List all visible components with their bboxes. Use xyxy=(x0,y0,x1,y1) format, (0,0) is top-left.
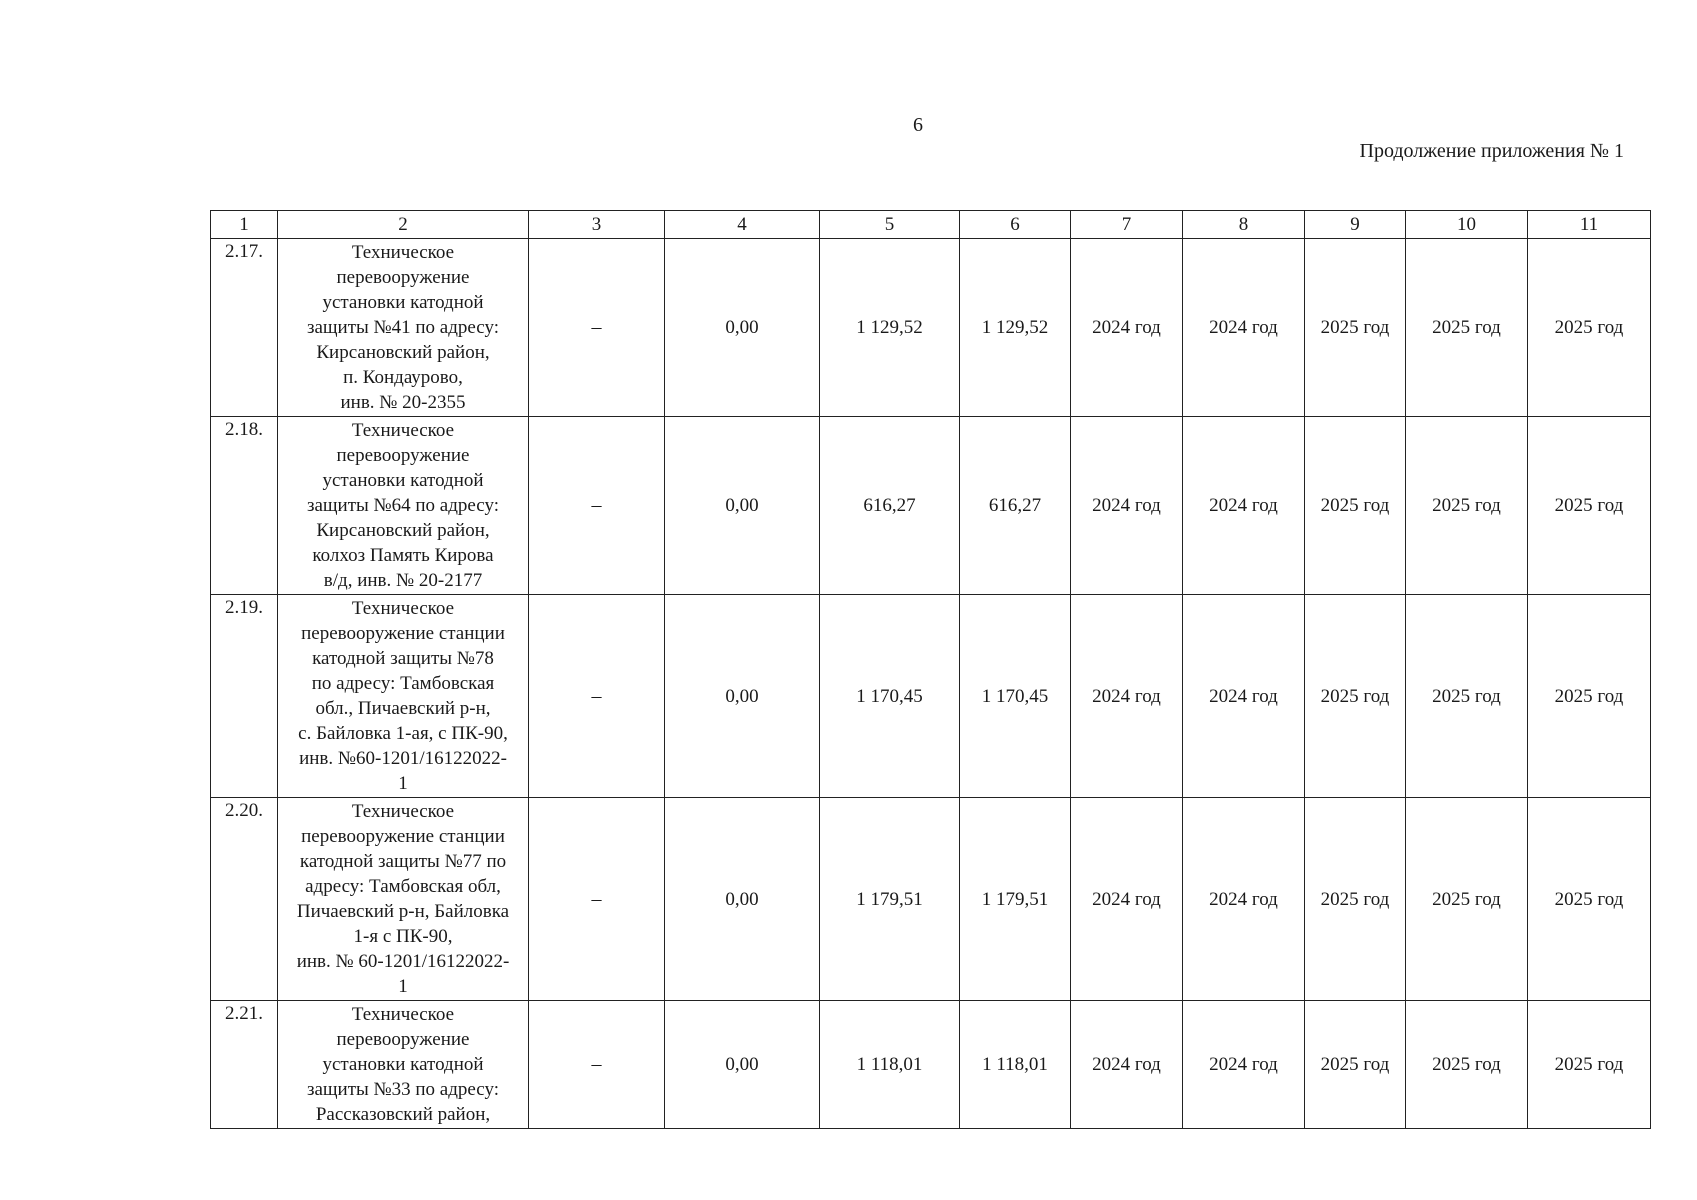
column-header: 8 xyxy=(1183,211,1305,239)
description-line: инв. №60-1201/16122022- xyxy=(299,748,507,769)
row-number: 2.21. xyxy=(211,1001,278,1129)
col10-value: 2025 год xyxy=(1406,1001,1528,1129)
description-line: Техническое xyxy=(351,598,455,619)
col3-value: – xyxy=(529,798,665,1001)
col11-value: 2025 год xyxy=(1528,417,1651,595)
description-line: защиты №33 по адресу: xyxy=(306,1079,500,1100)
description-line: с. Байловка 1-ая, с ПК-90, xyxy=(298,723,508,744)
description-line: по адресу: Тамбовская xyxy=(311,673,495,694)
col8-value: 2024 год xyxy=(1183,1001,1305,1129)
description-line: перевооружение xyxy=(336,1029,470,1050)
column-header: 3 xyxy=(529,211,665,239)
column-header: 2 xyxy=(278,211,529,239)
description-line: Техническое xyxy=(351,1004,455,1025)
description-line: 1-я с ПК-90, xyxy=(353,926,453,947)
col5-value: 616,27 xyxy=(820,417,960,595)
col7-value: 2024 год xyxy=(1071,417,1183,595)
col8-value: 2024 год xyxy=(1183,595,1305,798)
col10-value: 2025 год xyxy=(1406,417,1528,595)
col11-value: 2025 год xyxy=(1528,798,1651,1001)
column-header: 7 xyxy=(1071,211,1183,239)
row-number: 2.17. xyxy=(211,239,278,417)
col9-value: 2025 год xyxy=(1305,1001,1406,1129)
col10-value: 2025 год xyxy=(1406,239,1528,417)
col6-value: 1 118,01 xyxy=(960,1001,1071,1129)
description-line: п. Кондаурово, xyxy=(343,367,463,388)
description-line: катодной защиты №77 по xyxy=(299,851,507,872)
description-line: колхоз Память Кирова xyxy=(312,545,494,566)
col7-value: 2024 год xyxy=(1071,1001,1183,1129)
appendix-continuation-note: Продолжение приложения № 1 xyxy=(1359,140,1624,162)
col11-value: 2025 год xyxy=(1528,1001,1651,1129)
description-line: обл., Пичаевский р-н, xyxy=(315,698,491,719)
col8-value: 2024 год xyxy=(1183,417,1305,595)
column-header: 5 xyxy=(820,211,960,239)
col4-value: 0,00 xyxy=(665,798,820,1001)
description-line: Кирсановский район, xyxy=(316,520,490,541)
object-description xyxy=(278,595,529,798)
row-number: 2.19. xyxy=(211,595,278,798)
column-number-row xyxy=(211,211,1651,239)
description-line: адресу: Тамбовская обл, xyxy=(305,876,501,897)
col7-value: 2024 год xyxy=(1071,239,1183,417)
col3-value: – xyxy=(529,595,665,798)
col10-value: 2025 год xyxy=(1406,798,1528,1001)
object-description xyxy=(278,239,529,417)
col8-value: 2024 год xyxy=(1183,798,1305,1001)
col4-value: 0,00 xyxy=(665,595,820,798)
description-line: перевооружение станции xyxy=(301,826,505,847)
col6-value: 1 129,52 xyxy=(960,239,1071,417)
description-line: защиты №41 по адресу: xyxy=(306,317,500,338)
col9-value: 2025 год xyxy=(1305,417,1406,595)
table-row xyxy=(211,798,1651,1001)
column-header: 10 xyxy=(1406,211,1528,239)
table-row xyxy=(211,239,1651,417)
col6-value: 1 170,45 xyxy=(960,595,1071,798)
object-description xyxy=(278,798,529,1001)
description-line: установки катодной xyxy=(322,1054,484,1075)
table-row xyxy=(211,595,1651,798)
col5-value: 1 170,45 xyxy=(820,595,960,798)
description-line: в/д, инв. № 20-2177 xyxy=(323,570,483,591)
description-line: Кирсановский район, xyxy=(316,342,490,363)
col6-value: 616,27 xyxy=(960,417,1071,595)
col11-value: 2025 год xyxy=(1528,595,1651,798)
description-line: 1 xyxy=(398,976,408,997)
column-header: 4 xyxy=(665,211,820,239)
description-line: Техническое xyxy=(351,242,455,263)
col9-value: 2025 год xyxy=(1305,239,1406,417)
col4-value: 0,00 xyxy=(665,1001,820,1129)
row-number: 2.20. xyxy=(211,798,278,1001)
description-line: Техническое xyxy=(351,420,455,441)
object-description xyxy=(278,417,529,595)
description-line: установки катодной xyxy=(322,470,484,491)
description-line: Техническое xyxy=(351,801,455,822)
col9-value: 2025 год xyxy=(1305,595,1406,798)
appendix-table xyxy=(210,210,1651,1129)
col11-value: 2025 год xyxy=(1528,239,1651,417)
table-row xyxy=(211,1001,1651,1129)
col4-value: 0,00 xyxy=(665,239,820,417)
col7-value: 2024 год xyxy=(1071,595,1183,798)
col4-value: 0,00 xyxy=(665,417,820,595)
description-line: катодной защиты №78 xyxy=(312,648,494,669)
col3-value: – xyxy=(529,239,665,417)
column-header: 1 xyxy=(211,211,278,239)
table-row xyxy=(211,417,1651,595)
description-line: инв. № 20-2355 xyxy=(340,392,466,413)
column-header: 11 xyxy=(1528,211,1651,239)
description-line: Рассказовский район, xyxy=(315,1104,491,1125)
col10-value: 2025 год xyxy=(1406,595,1528,798)
col5-value: 1 179,51 xyxy=(820,798,960,1001)
col3-value: – xyxy=(529,417,665,595)
col6-value: 1 179,51 xyxy=(960,798,1071,1001)
page-number: 6 xyxy=(913,114,923,136)
description-line: перевооружение xyxy=(336,267,470,288)
row-number: 2.18. xyxy=(211,417,278,595)
column-header: 6 xyxy=(960,211,1071,239)
col9-value: 2025 год xyxy=(1305,798,1406,1001)
description-line: установки катодной xyxy=(322,292,484,313)
description-line: 1 xyxy=(398,773,408,794)
description-line: перевооружение xyxy=(336,445,470,466)
object-description xyxy=(278,1001,529,1129)
description-line: Пичаевский р-н, Байловка xyxy=(296,901,510,922)
col3-value: – xyxy=(529,1001,665,1129)
description-line: инв. № 60-1201/16122022- xyxy=(296,951,510,972)
col5-value: 1 129,52 xyxy=(820,239,960,417)
col5-value: 1 118,01 xyxy=(820,1001,960,1129)
description-line: перевооружение станции xyxy=(301,623,505,644)
description-line: защиты №64 по адресу: xyxy=(306,495,500,516)
column-header: 9 xyxy=(1305,211,1406,239)
col7-value: 2024 год xyxy=(1071,798,1183,1001)
col8-value: 2024 год xyxy=(1183,239,1305,417)
